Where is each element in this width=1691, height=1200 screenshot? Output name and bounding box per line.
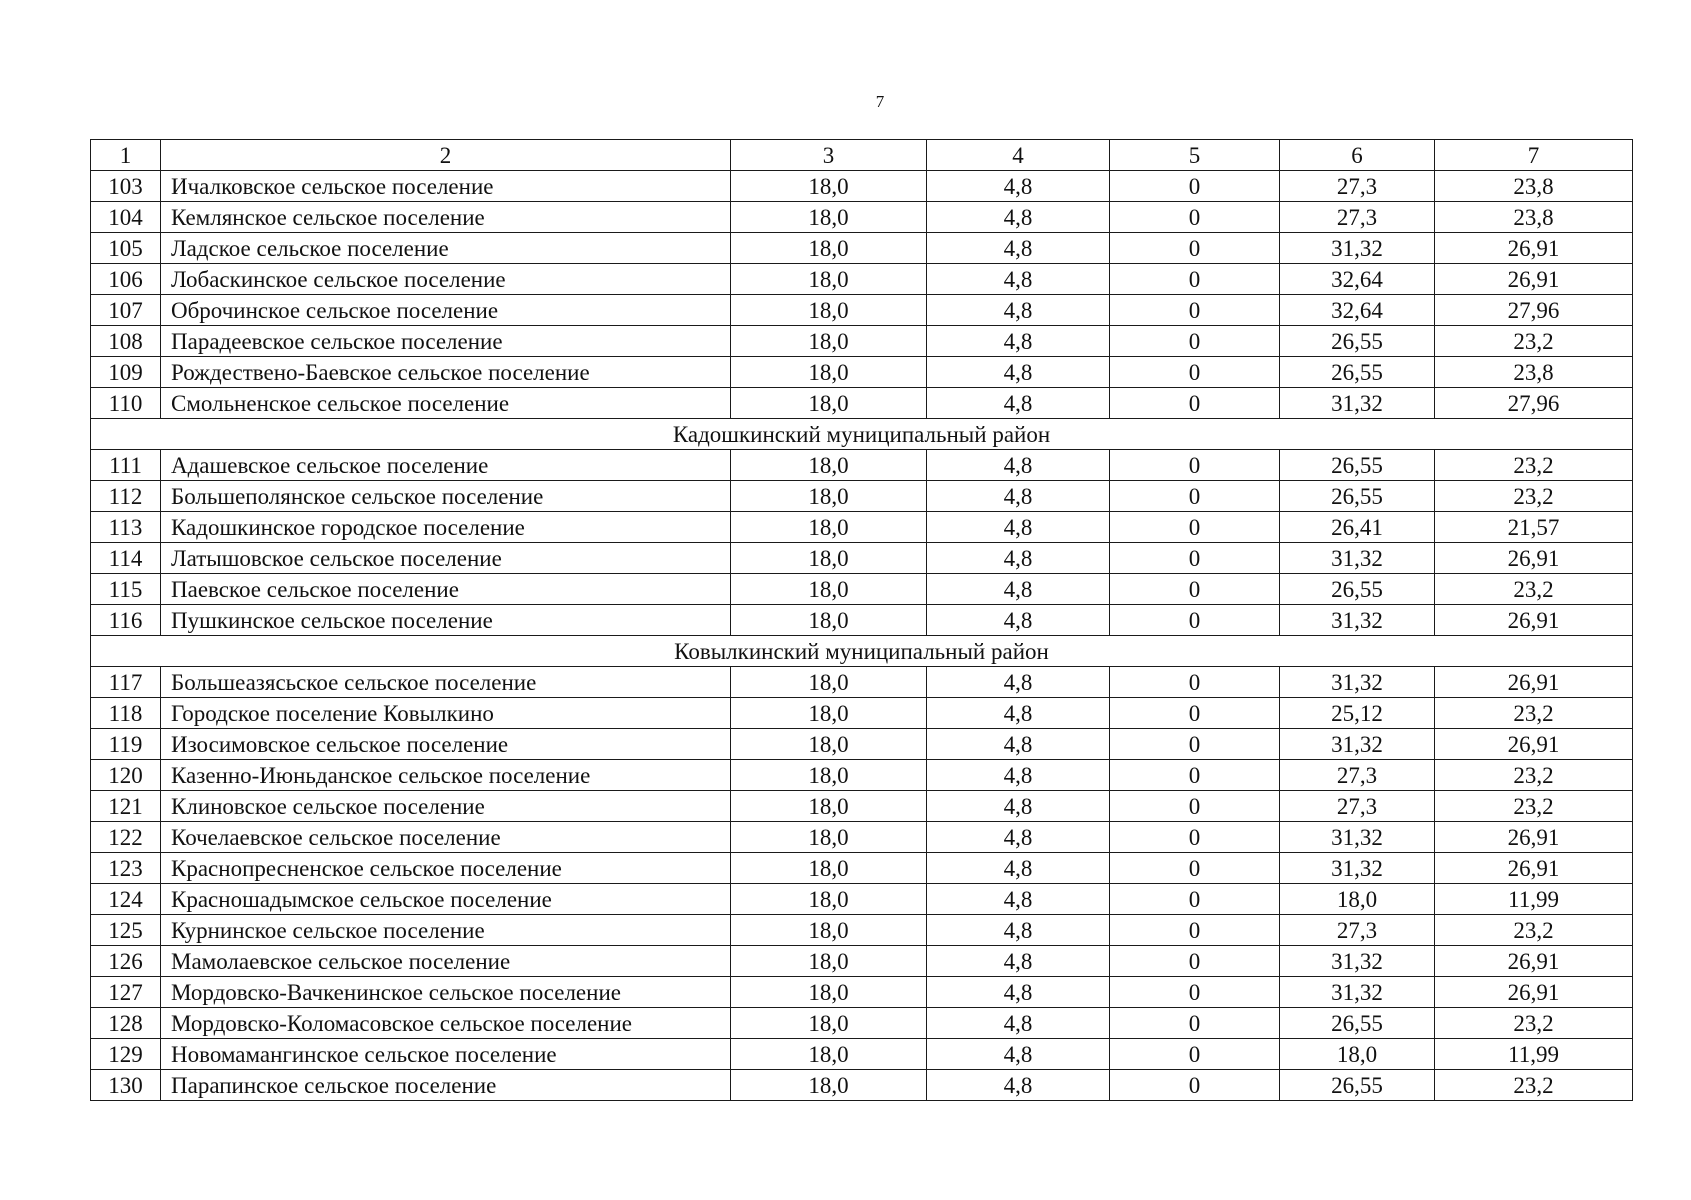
row-number: 117	[91, 667, 161, 698]
table-row	[91, 1070, 1633, 1101]
row-number: 124	[91, 884, 161, 915]
value-col-5: 0	[1110, 729, 1280, 760]
page-number: 7	[875, 92, 885, 111]
value-col-5: 0	[1110, 853, 1280, 884]
value-col-3: 18,0	[731, 295, 927, 326]
value-col-7: 23,2	[1435, 326, 1633, 357]
value-col-5: 0	[1110, 326, 1280, 357]
settlement-name: Мордовско-Коломасовское сельское поселение	[161, 1008, 731, 1039]
settlement-name: Краснопресненское сельское поселение	[161, 853, 731, 884]
value-col-6: 31,32	[1280, 729, 1435, 760]
value-col-6: 26,55	[1280, 1070, 1435, 1101]
value-col-7: 23,2	[1435, 915, 1633, 946]
value-col-4: 4,8	[927, 574, 1110, 605]
value-col-3: 18,0	[731, 884, 927, 915]
value-col-7: 26,91	[1435, 977, 1633, 1008]
row-number: 112	[91, 481, 161, 512]
table-row	[91, 605, 1633, 636]
header-cell-1: 1	[91, 140, 161, 171]
row-number: 116	[91, 605, 161, 636]
settlement-name: Оброчинское сельское поселение	[161, 295, 731, 326]
row-number: 122	[91, 822, 161, 853]
row-number: 108	[91, 326, 161, 357]
value-col-3: 18,0	[731, 1070, 927, 1101]
value-col-6: 27,3	[1280, 171, 1435, 202]
value-col-5: 0	[1110, 791, 1280, 822]
value-col-3: 18,0	[731, 667, 927, 698]
value-col-4: 4,8	[927, 729, 1110, 760]
value-col-3: 18,0	[731, 450, 927, 481]
value-col-6: 31,32	[1280, 977, 1435, 1008]
row-number: 109	[91, 357, 161, 388]
value-col-6: 27,3	[1280, 202, 1435, 233]
row-number: 107	[91, 295, 161, 326]
table-row	[91, 698, 1633, 729]
value-col-4: 4,8	[927, 481, 1110, 512]
value-col-3: 18,0	[731, 853, 927, 884]
header-cell-6: 6	[1280, 140, 1435, 171]
header-cell-4: 4	[927, 140, 1110, 171]
value-col-4: 4,8	[927, 1039, 1110, 1070]
settlement-name: Мамолаевское сельское поселение	[161, 946, 731, 977]
value-col-3: 18,0	[731, 946, 927, 977]
table-row	[91, 1039, 1633, 1070]
table-row	[91, 326, 1633, 357]
value-col-4: 4,8	[927, 512, 1110, 543]
value-col-7: 26,91	[1435, 264, 1633, 295]
table-row	[91, 946, 1633, 977]
value-col-7: 26,91	[1435, 946, 1633, 977]
row-number: 111	[91, 450, 161, 481]
settlement-name: Лобаскинское сельское поселение	[161, 264, 731, 295]
value-col-4: 4,8	[927, 171, 1110, 202]
value-col-6: 27,3	[1280, 915, 1435, 946]
value-col-7: 11,99	[1435, 1039, 1633, 1070]
settlement-name: Латышовское сельское поселение	[161, 543, 731, 574]
value-col-7: 26,91	[1435, 853, 1633, 884]
row-number: 125	[91, 915, 161, 946]
value-col-7: 23,2	[1435, 481, 1633, 512]
row-number: 120	[91, 760, 161, 791]
table-row	[91, 574, 1633, 605]
value-col-3: 18,0	[731, 171, 927, 202]
value-col-6: 18,0	[1280, 884, 1435, 915]
settlement-name: Смольненское сельское поселение	[161, 388, 731, 419]
value-col-5: 0	[1110, 822, 1280, 853]
value-col-6: 18,0	[1280, 1039, 1435, 1070]
value-col-3: 18,0	[731, 915, 927, 946]
value-col-4: 4,8	[927, 698, 1110, 729]
value-col-4: 4,8	[927, 357, 1110, 388]
value-col-5: 0	[1110, 388, 1280, 419]
table-row	[91, 202, 1633, 233]
value-col-4: 4,8	[927, 202, 1110, 233]
value-col-7: 23,8	[1435, 171, 1633, 202]
table-row	[91, 543, 1633, 574]
row-number: 128	[91, 1008, 161, 1039]
value-col-6: 26,55	[1280, 481, 1435, 512]
value-col-4: 4,8	[927, 264, 1110, 295]
value-col-6: 27,3	[1280, 760, 1435, 791]
row-number: 113	[91, 512, 161, 543]
value-col-7: 27,96	[1435, 295, 1633, 326]
header-cell-3: 3	[731, 140, 927, 171]
table-row	[91, 884, 1633, 915]
value-col-6: 31,32	[1280, 853, 1435, 884]
value-col-3: 18,0	[731, 202, 927, 233]
value-col-6: 31,32	[1280, 667, 1435, 698]
value-col-4: 4,8	[927, 326, 1110, 357]
value-col-3: 18,0	[731, 512, 927, 543]
value-col-6: 26,55	[1280, 326, 1435, 357]
value-col-3: 18,0	[731, 760, 927, 791]
data-table	[90, 139, 1633, 1101]
value-col-5: 0	[1110, 667, 1280, 698]
settlement-name: Рождествено-Баевское сельское поселение	[161, 357, 731, 388]
value-col-4: 4,8	[927, 233, 1110, 264]
value-col-4: 4,8	[927, 977, 1110, 1008]
value-col-5: 0	[1110, 357, 1280, 388]
table-row	[91, 295, 1633, 326]
value-col-5: 0	[1110, 171, 1280, 202]
value-col-5: 0	[1110, 884, 1280, 915]
value-col-6: 31,32	[1280, 822, 1435, 853]
value-col-3: 18,0	[731, 233, 927, 264]
value-col-4: 4,8	[927, 295, 1110, 326]
value-col-5: 0	[1110, 574, 1280, 605]
value-col-4: 4,8	[927, 1008, 1110, 1039]
table-row	[91, 388, 1633, 419]
value-col-7: 23,2	[1435, 1008, 1633, 1039]
value-col-5: 0	[1110, 295, 1280, 326]
value-col-4: 4,8	[927, 605, 1110, 636]
value-col-5: 0	[1110, 512, 1280, 543]
value-col-3: 18,0	[731, 574, 927, 605]
row-number: 130	[91, 1070, 161, 1101]
value-col-4: 4,8	[927, 450, 1110, 481]
value-col-4: 4,8	[927, 946, 1110, 977]
settlement-name: Новомамангинское сельское поселение	[161, 1039, 731, 1070]
value-col-4: 4,8	[927, 1070, 1110, 1101]
value-col-4: 4,8	[927, 388, 1110, 419]
settlement-name: Изосимовское сельское поселение	[161, 729, 731, 760]
value-col-4: 4,8	[927, 791, 1110, 822]
value-col-5: 0	[1110, 977, 1280, 1008]
section-title: Кадошкинский муниципальный район	[91, 419, 1633, 450]
section-title: Ковылкинский муниципальный район	[91, 636, 1633, 667]
value-col-3: 18,0	[731, 1008, 927, 1039]
row-number: 129	[91, 1039, 161, 1070]
value-col-6: 26,55	[1280, 450, 1435, 481]
value-col-5: 0	[1110, 915, 1280, 946]
settlement-name: Кочелаевское сельское поселение	[161, 822, 731, 853]
settlement-name: Кадошкинское городское поселение	[161, 512, 731, 543]
table-row	[91, 791, 1633, 822]
value-col-7: 23,2	[1435, 450, 1633, 481]
value-col-5: 0	[1110, 946, 1280, 977]
value-col-7: 23,2	[1435, 1070, 1633, 1101]
table-row	[91, 760, 1633, 791]
row-number: 121	[91, 791, 161, 822]
value-col-5: 0	[1110, 264, 1280, 295]
table-row	[91, 977, 1633, 1008]
value-col-6: 31,32	[1280, 388, 1435, 419]
value-col-3: 18,0	[731, 605, 927, 636]
value-col-7: 23,8	[1435, 202, 1633, 233]
value-col-4: 4,8	[927, 667, 1110, 698]
value-col-6: 26,55	[1280, 574, 1435, 605]
settlement-name: Ичалковское сельское поселение	[161, 171, 731, 202]
value-col-7: 26,91	[1435, 543, 1633, 574]
row-number: 103	[91, 171, 161, 202]
settlement-name: Паевское сельское поселение	[161, 574, 731, 605]
value-col-5: 0	[1110, 543, 1280, 574]
value-col-6: 27,3	[1280, 791, 1435, 822]
value-col-4: 4,8	[927, 915, 1110, 946]
settlement-name: Мордовско-Вачкенинское сельское поселение	[161, 977, 731, 1008]
settlement-name: Клиновское сельское поселение	[161, 791, 731, 822]
value-col-4: 4,8	[927, 853, 1110, 884]
value-col-7: 26,91	[1435, 822, 1633, 853]
value-col-3: 18,0	[731, 791, 927, 822]
value-col-6: 32,64	[1280, 264, 1435, 295]
row-number: 119	[91, 729, 161, 760]
row-number: 105	[91, 233, 161, 264]
value-col-6: 26,41	[1280, 512, 1435, 543]
value-col-4: 4,8	[927, 884, 1110, 915]
value-col-5: 0	[1110, 1008, 1280, 1039]
table-row	[91, 729, 1633, 760]
value-col-7: 11,99	[1435, 884, 1633, 915]
settlement-name: Курнинское сельское поселение	[161, 915, 731, 946]
value-col-6: 26,55	[1280, 1008, 1435, 1039]
value-col-5: 0	[1110, 233, 1280, 264]
value-col-5: 0	[1110, 450, 1280, 481]
value-col-3: 18,0	[731, 264, 927, 295]
value-col-7: 26,91	[1435, 729, 1633, 760]
value-col-7: 23,2	[1435, 760, 1633, 791]
settlement-name: Большеполянское сельское поселение	[161, 481, 731, 512]
value-col-6: 32,64	[1280, 295, 1435, 326]
row-number: 126	[91, 946, 161, 977]
row-number: 114	[91, 543, 161, 574]
settlement-name: Ладское сельское поселение	[161, 233, 731, 264]
row-number: 115	[91, 574, 161, 605]
table-row	[91, 512, 1633, 543]
table-row	[91, 667, 1633, 698]
table-row	[91, 171, 1633, 202]
row-number: 110	[91, 388, 161, 419]
value-col-4: 4,8	[927, 543, 1110, 574]
section-header-row	[91, 636, 1633, 667]
value-col-3: 18,0	[731, 729, 927, 760]
row-number: 127	[91, 977, 161, 1008]
value-col-7: 26,91	[1435, 667, 1633, 698]
value-col-5: 0	[1110, 481, 1280, 512]
value-col-3: 18,0	[731, 481, 927, 512]
settlement-name: Парапинское сельское поселение	[161, 1070, 731, 1101]
section-header-row	[91, 419, 1633, 450]
settlement-name: Парадеевское сельское поселение	[161, 326, 731, 357]
value-col-7: 26,91	[1435, 233, 1633, 264]
table-row	[91, 233, 1633, 264]
value-col-6: 26,55	[1280, 357, 1435, 388]
table-body	[91, 140, 1633, 1101]
value-col-3: 18,0	[731, 977, 927, 1008]
value-col-7: 27,96	[1435, 388, 1633, 419]
value-col-6: 31,32	[1280, 543, 1435, 574]
value-col-7: 23,8	[1435, 357, 1633, 388]
table-row	[91, 264, 1633, 295]
value-col-7: 23,2	[1435, 698, 1633, 729]
value-col-6: 31,32	[1280, 605, 1435, 636]
value-col-5: 0	[1110, 698, 1280, 729]
settlement-name: Пушкинское сельское поселение	[161, 605, 731, 636]
value-col-4: 4,8	[927, 760, 1110, 791]
value-col-3: 18,0	[731, 326, 927, 357]
value-col-3: 18,0	[731, 357, 927, 388]
value-col-3: 18,0	[731, 1039, 927, 1070]
row-number: 104	[91, 202, 161, 233]
value-col-4: 4,8	[927, 822, 1110, 853]
header-cell-5: 5	[1110, 140, 1280, 171]
header-row	[91, 140, 1633, 171]
value-col-7: 23,2	[1435, 791, 1633, 822]
value-col-7: 26,91	[1435, 605, 1633, 636]
row-number: 118	[91, 698, 161, 729]
table-row	[91, 822, 1633, 853]
header-cell-7: 7	[1435, 140, 1633, 171]
table-row	[91, 481, 1633, 512]
value-col-3: 18,0	[731, 822, 927, 853]
value-col-6: 31,32	[1280, 233, 1435, 264]
settlement-name: Городское поселение Ковылкино	[161, 698, 731, 729]
value-col-5: 0	[1110, 1039, 1280, 1070]
settlement-name: Кемлянское сельское поселение	[161, 202, 731, 233]
row-number: 123	[91, 853, 161, 884]
settlement-name: Адашевское сельское поселение	[161, 450, 731, 481]
value-col-5: 0	[1110, 605, 1280, 636]
value-col-5: 0	[1110, 202, 1280, 233]
value-col-5: 0	[1110, 1070, 1280, 1101]
settlement-name: Красношадымское сельское поселение	[161, 884, 731, 915]
table-row	[91, 853, 1633, 884]
value-col-6: 31,32	[1280, 946, 1435, 977]
settlement-name: Казенно-Июньданское сельское поселение	[161, 760, 731, 791]
row-number: 106	[91, 264, 161, 295]
value-col-7: 21,57	[1435, 512, 1633, 543]
table-row	[91, 915, 1633, 946]
value-col-6: 25,12	[1280, 698, 1435, 729]
header-cell-2: 2	[161, 140, 731, 171]
value-col-3: 18,0	[731, 543, 927, 574]
value-col-3: 18,0	[731, 388, 927, 419]
value-col-7: 23,2	[1435, 574, 1633, 605]
settlement-name: Большеазясьское сельское поселение	[161, 667, 731, 698]
value-col-3: 18,0	[731, 698, 927, 729]
table-row	[91, 357, 1633, 388]
table-row	[91, 1008, 1633, 1039]
value-col-5: 0	[1110, 760, 1280, 791]
table-row	[91, 450, 1633, 481]
